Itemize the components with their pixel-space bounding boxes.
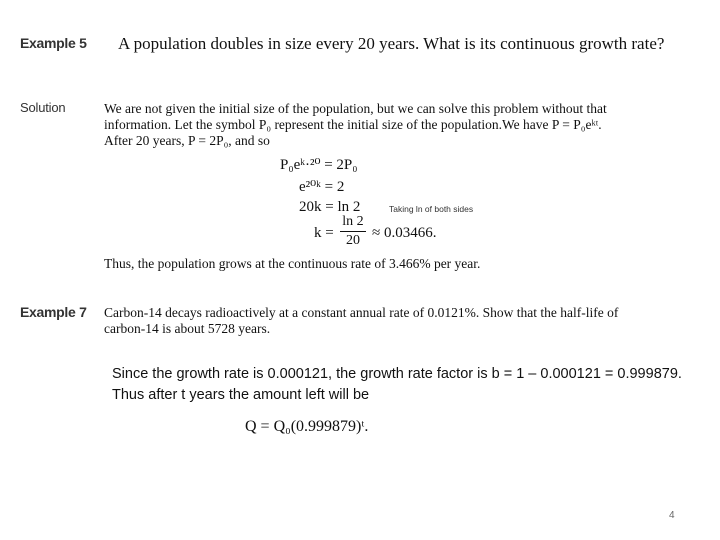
fraction-numerator: ln 2 xyxy=(342,214,364,229)
equation-4-rhs: ≈ 0.03466. xyxy=(372,225,437,241)
explanation-text: Since the growth rate is 0.000121, the growth rate factor is b = 1 – 0.000121 = 0.999879. Thus after t years the amount left will be xyxy=(112,366,682,403)
solution-line-1: We are not given the initial size of the population, but we can solve this problem without that xyxy=(104,101,607,116)
fraction-denominator: 20 xyxy=(346,233,360,248)
solution-label: Solution xyxy=(20,100,66,115)
fraction-bar xyxy=(340,231,366,232)
example5-label: Example 5 xyxy=(20,35,87,51)
example7-line-2: carbon-14 is about 5728 years. xyxy=(104,321,271,336)
page-number: 4 xyxy=(669,510,675,521)
equation-4-fraction xyxy=(340,215,366,248)
explanation-formula: Q = Q₀(0.999879)ᵗ. xyxy=(245,418,369,435)
example5-question: A population doubles in size every 20 years. What is its continuous growth rate? xyxy=(118,34,665,53)
equation-3: 20k = ln 2 xyxy=(299,199,361,215)
example7-line-1: Carbon-14 decays radioactively at a constant annual rate of 0.0121%. Show that the half-life of xyxy=(104,305,619,320)
equation-3-note: Taking ln of both sides xyxy=(389,204,474,214)
equation-1: P₀eᵏ·²⁰ = 2P₀ xyxy=(280,157,358,173)
solution-line-3: After 20 years, P = 2P₀, and so xyxy=(104,133,270,148)
equation-4-lhs: k = xyxy=(314,225,334,241)
equation-2: e²⁰ᵏ = 2 xyxy=(299,179,345,195)
example7-label: Example 7 xyxy=(20,304,87,320)
solution-line-2: information. Let the symbol P₀ represent the initial size of the population.We have P = P₀eᵏᵗ. xyxy=(104,117,602,132)
solution-conclusion: Thus, the population grows at the continuous rate of 3.466% per year. xyxy=(104,256,481,271)
